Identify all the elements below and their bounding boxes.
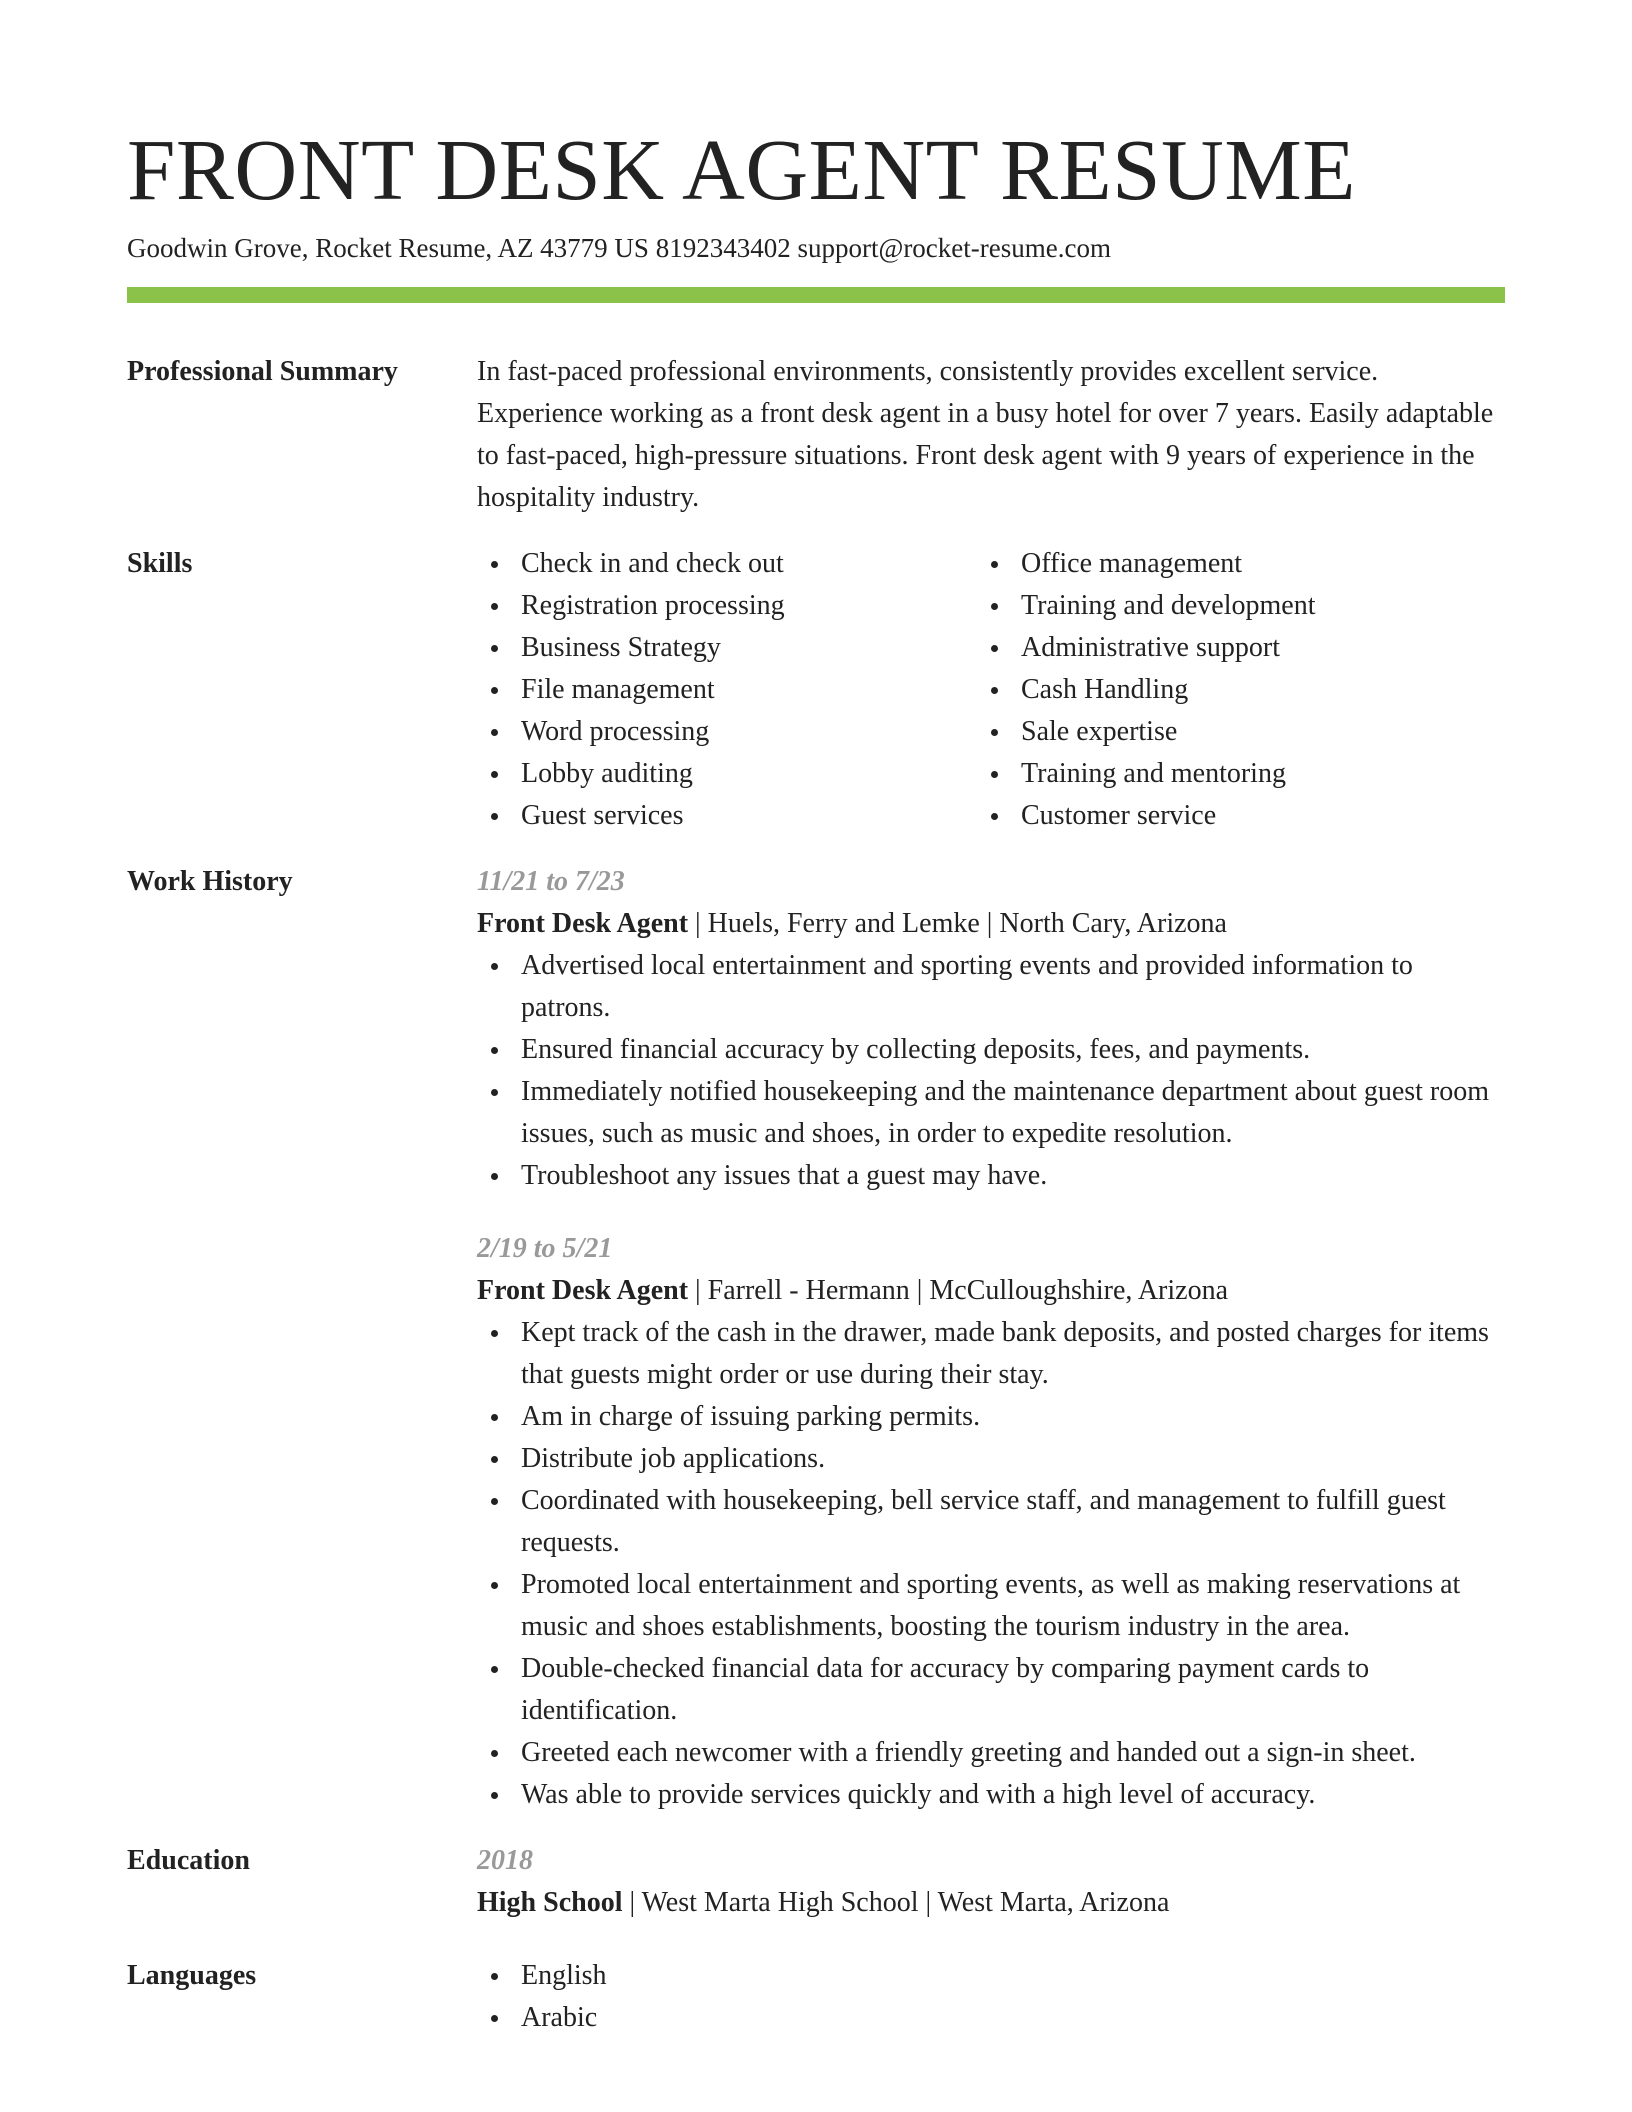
education-section: [127, 1840, 1505, 1924]
job-dates: 2/19 to 5/21: [477, 1233, 613, 1264]
education-label: Education: [127, 1845, 250, 1876]
job-duty: Am in charge of issuing parking permits.: [477, 1396, 1505, 1438]
skill-item: Office management: [977, 543, 1477, 585]
work-history-label: Work History: [127, 866, 293, 897]
skill-item: Registration processing: [477, 585, 977, 627]
job-entry: [477, 1228, 1505, 1816]
job-dates: 11/21 to 7/23: [477, 866, 625, 897]
languages-list: [477, 1955, 1505, 2039]
summary-section: [127, 351, 1505, 519]
summary-text: In fast-paced professional environments, consistently provides excellent service. Experience working as a front desk agent in a busy hotel for over 7 years. Easily adaptable to fast-paced, high-pressure situations. Front desk agent with 9 years of experience in the hospitality industry.: [477, 356, 1494, 513]
education-date: 2018: [477, 1845, 533, 1876]
skill-item: Training and development: [977, 585, 1477, 627]
job-duty: Promoted local entertainment and sporting events, as well as making reservations at music and shoes establishments, boosting the tourism industry in the area.: [477, 1564, 1505, 1648]
skill-item: Customer service: [977, 795, 1477, 837]
education-details: | West Marta High School | West Marta, Arizona: [622, 1887, 1170, 1918]
job-duty: Kept track of the cash in the drawer, made bank deposits, and posted charges for items that guests might order or use during their stay.: [477, 1312, 1505, 1396]
contact-line: Goodwin Grove, Rocket Resume, AZ 43779 US 8192343402 support@rocket-resume.com: [127, 233, 1111, 263]
job-duty: Advertised local entertainment and sporting events and provided information to patrons.: [477, 945, 1505, 1029]
job-details: | Farrell - Hermann | McCulloughshire, Arizona: [688, 1275, 1229, 1306]
skill-item: Sale expertise: [977, 711, 1477, 753]
job-duties-list: [477, 1312, 1505, 1816]
job-role: Front Desk Agent: [477, 1275, 689, 1306]
skills-list-left: [477, 543, 977, 837]
skill-item: Check in and check out: [477, 543, 977, 585]
accent-divider: [127, 287, 1505, 303]
job-duty: Coordinated with housekeeping, bell service staff, and management to fulfill guest requests.: [477, 1480, 1505, 1564]
job-duty: Greeted each newcomer with a friendly greeting and handed out a sign-in sheet.: [477, 1732, 1505, 1774]
language-item: English: [477, 1955, 1505, 1997]
job-duty: Double-checked financial data for accuracy by comparing payment cards to identification.: [477, 1648, 1505, 1732]
skill-item: Training and mentoring: [977, 753, 1477, 795]
summary-label: Professional Summary: [127, 356, 398, 387]
skill-item: File management: [477, 669, 977, 711]
job-duty: Troubleshoot any issues that a guest may have.: [477, 1155, 1505, 1197]
skill-item: Cash Handling: [977, 669, 1477, 711]
skill-item: Word processing: [477, 711, 977, 753]
language-item: Arabic: [477, 1997, 1505, 2039]
skills-list-right: [977, 543, 1477, 837]
skills-section: [127, 543, 1505, 837]
skill-item: Guest services: [477, 795, 977, 837]
work-history-section: [127, 861, 1505, 1816]
job-details: | Huels, Ferry and Lemke | North Cary, Arizona: [688, 908, 1227, 939]
languages-label: Languages: [127, 1960, 257, 1991]
job-duty: Ensured financial accuracy by collecting deposits, fees, and payments.: [477, 1029, 1505, 1071]
skill-item: Lobby auditing: [477, 753, 977, 795]
job-duties-list: [477, 945, 1505, 1197]
skills-label: Skills: [127, 548, 193, 579]
skill-item: Administrative support: [977, 627, 1477, 669]
resume-title: FRONT DESK AGENT RESUME: [127, 121, 1356, 218]
education-degree: High School: [477, 1887, 623, 1918]
job-title-line: [477, 1270, 1505, 1312]
education-line: [477, 1882, 1505, 1924]
job-title-line: [477, 903, 1505, 945]
job-duty: Distribute job applications.: [477, 1438, 1505, 1480]
languages-section: [127, 1955, 1505, 2039]
job-role: Front Desk Agent: [477, 908, 689, 939]
job-duty: Immediately notified housekeeping and the maintenance department about guest room issues, such as music and shoes, in order to expedite resolution.: [477, 1071, 1505, 1155]
job-entry: [477, 861, 1505, 1197]
skill-item: Business Strategy: [477, 627, 977, 669]
job-duty: Was able to provide services quickly and with a high level of accuracy.: [477, 1774, 1505, 1816]
